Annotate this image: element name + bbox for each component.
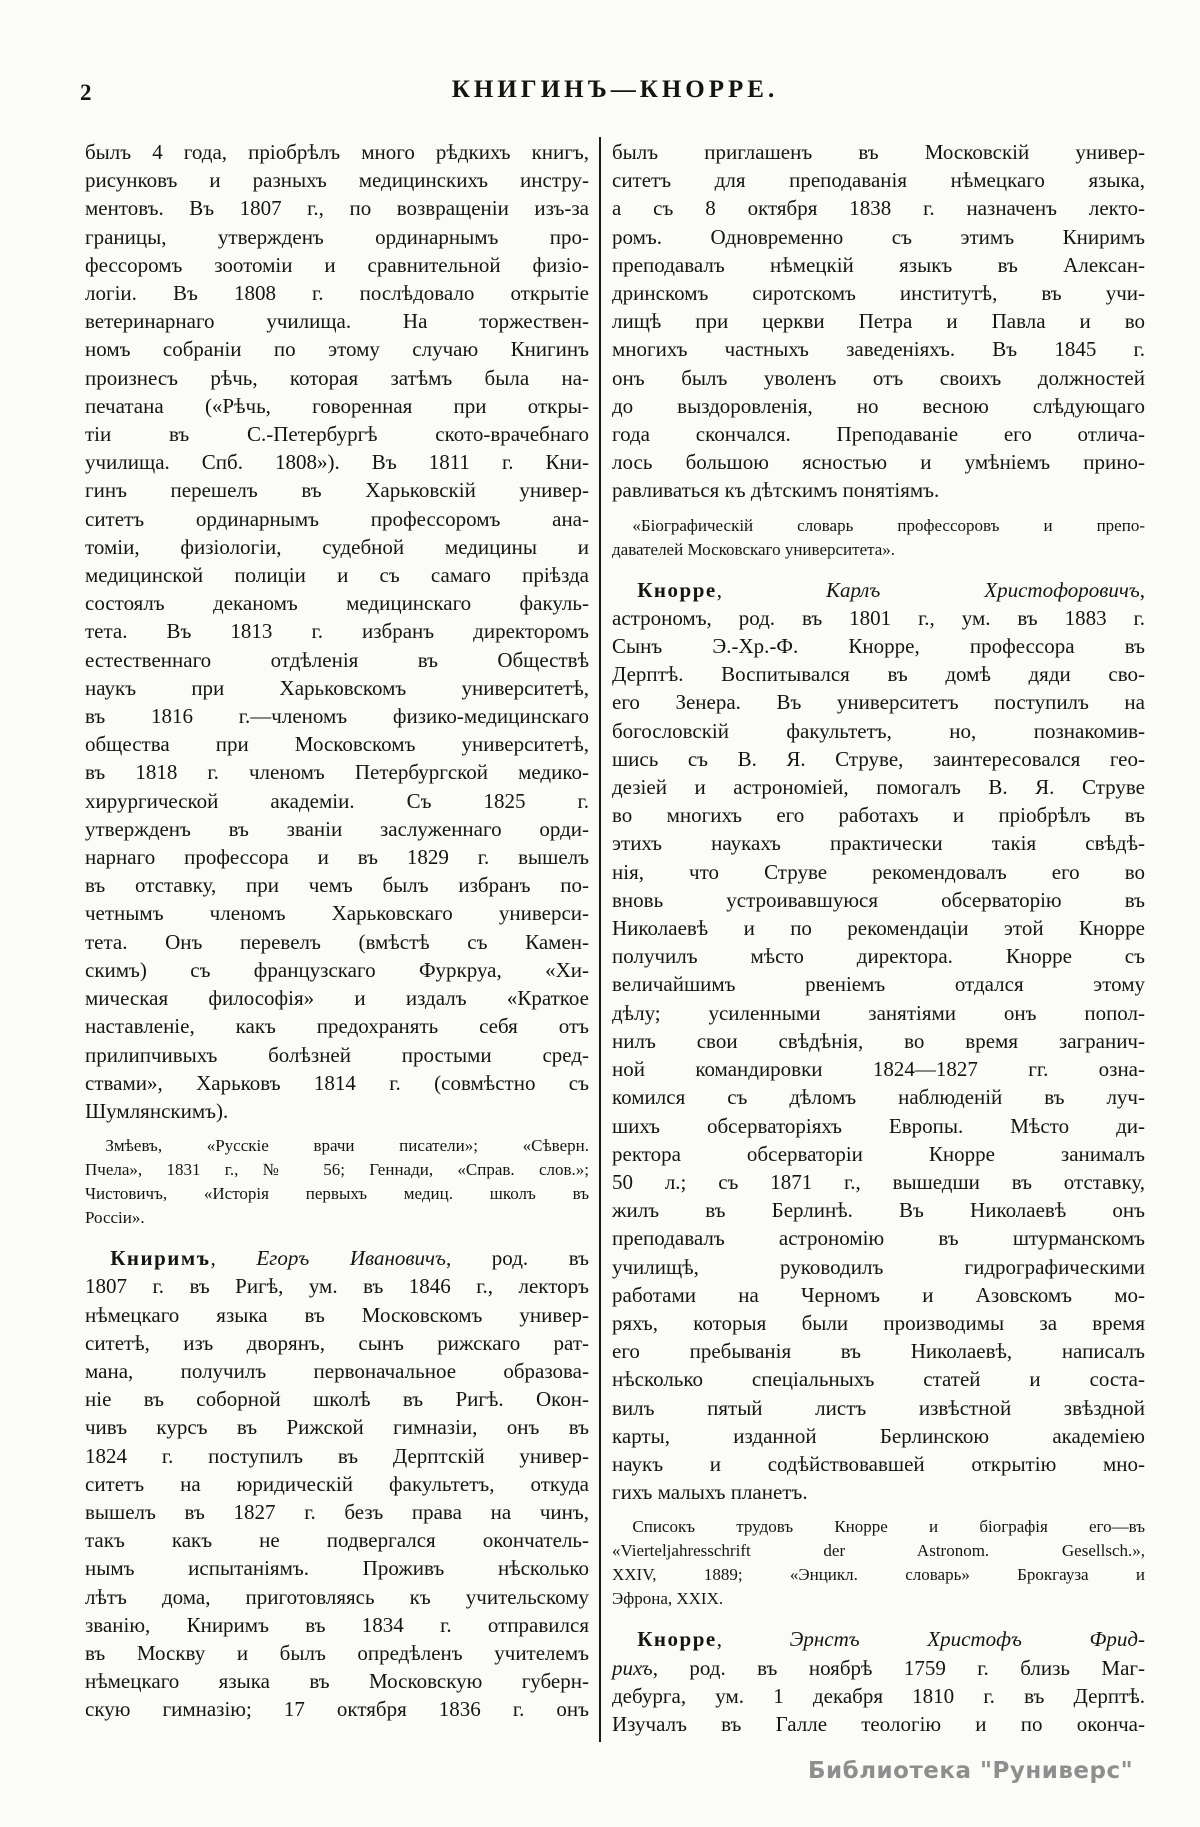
text-line: его пребыванія въ Николаевѣ, написалъ bbox=[612, 1339, 1145, 1364]
text-line: общества при Московскомъ университетѣ, bbox=[85, 732, 589, 757]
text-block-entry bbox=[612, 576, 1145, 1507]
text-line: былъ приглашенъ въ Московскій универ- bbox=[612, 140, 1145, 164]
text-line: лищѣ при церкви Петра и Павла и во bbox=[612, 309, 1145, 334]
text-line: границы, утвержденъ ординарнымъ про- bbox=[85, 224, 589, 249]
text-line: ной командировки 1824—1827 гг. озна- bbox=[612, 1057, 1145, 1082]
text-line: дринскомъ сиротскомъ институтѣ, въ учи- bbox=[612, 281, 1145, 306]
text-line bbox=[612, 1625, 1145, 1653]
text-line: произнесъ рѣчь, которая затѣмъ была на- bbox=[85, 365, 589, 390]
text-line: ментовъ. Въ 1807 г., по возвращеніи изъ-за bbox=[85, 196, 589, 221]
text-line: получилъ мѣсто директора. Кнорре съ bbox=[612, 944, 1145, 969]
text-line: Эфрона, XXIX. bbox=[612, 1589, 724, 1609]
text-line: нѣмецкаго языка въ Московскую губерн- bbox=[85, 1669, 589, 1694]
text-line: чивъ курсъ въ Рижской гимназіи, онъ въ bbox=[85, 1415, 589, 1440]
text-line: работами на Черномъ и Азовскомъ мо- bbox=[612, 1282, 1145, 1307]
entry-text: , bbox=[210, 1246, 257, 1271]
text-line: ніе въ соборной школѣ въ Ригѣ. Окон- bbox=[85, 1387, 589, 1412]
text-line: гихъ малыхъ планетъ. bbox=[612, 1480, 808, 1505]
entry-person-name: Егоръ Ивановичъ bbox=[256, 1246, 446, 1271]
text-line: Изучалъ въ Галле теологію и по оконча- bbox=[612, 1711, 1145, 1736]
text-line: нарнаго профессора и въ 1829 г. вышелъ bbox=[85, 845, 589, 870]
text-line: Змѣевъ, «Русскіе врачи писатели»; «Сѣверн. bbox=[105, 1136, 589, 1156]
text-line: вновь устроивавшуюся обсерваторію въ bbox=[612, 887, 1145, 912]
text-line: Сынъ Э.-Хр.-Ф. Кнорре, профессора въ bbox=[612, 634, 1145, 659]
text-line: шись съ В. Я. Струве, заинтересовался гео- bbox=[612, 746, 1145, 771]
text-line: дезіей и астрономіей, помогалъ В. Я. Струве bbox=[612, 775, 1145, 800]
text-line: былъ 4 года, пріобрѣлъ много рѣдкихъ книгъ, bbox=[85, 140, 589, 164]
text-line: скую гимназію; 17 октября 1836 г. онъ bbox=[85, 1697, 589, 1722]
text-line: его Зенера. Въ университетъ поступилъ на bbox=[612, 690, 1145, 715]
text-line: жилъ въ Берлинѣ. Въ Николаевѣ онъ bbox=[612, 1198, 1145, 1223]
text-line: Николаевѣ и по рекомендаціи этой Кнорре bbox=[612, 916, 1145, 941]
text-line: ситетъ ординарнымъ профессоромъ ана- bbox=[85, 506, 589, 531]
text-line: ствами», Харьковъ 1814 г. (совмѣстно съ bbox=[85, 1070, 589, 1095]
text-block-entry bbox=[85, 1244, 589, 1723]
column-divider-rule bbox=[599, 137, 601, 1742]
text-line: дѣлу; усиленными занятіями онъ попол- bbox=[612, 1000, 1145, 1025]
text-line: ситетѣ, изъ дворянъ, сынъ рижскаго рат- bbox=[85, 1330, 589, 1355]
text-line: училищѣ, руководилъ гидрографическими bbox=[612, 1254, 1145, 1279]
text-line: 1807 г. въ Ригѣ, ум. въ 1846 г., лекторъ bbox=[85, 1274, 589, 1299]
text-line: въ 1816 г.—членомъ физико-медицинскаго bbox=[85, 704, 589, 729]
entry-text: , род. въ bbox=[445, 1246, 589, 1271]
text-line: въ Москву и былъ опредѣленъ учителемъ bbox=[85, 1640, 589, 1665]
text-line bbox=[612, 576, 1145, 604]
text-line: ректора обсерваторіи Кнорре занималъ bbox=[612, 1141, 1145, 1166]
text-line: четнымъ членомъ Харьковскаго универси- bbox=[85, 901, 589, 926]
text-line: XXIV, 1889; «Энцикл. словарь» Брокгауза и bbox=[612, 1565, 1145, 1585]
text-line: дебурга, ум. 1 декабря 1810 г. въ Дерптѣ. bbox=[612, 1683, 1145, 1708]
text-line: томіи, физіологіи, судебной медицины и bbox=[85, 534, 589, 559]
text-line: нѣсколько спеціальныхъ статей и соста- bbox=[612, 1367, 1145, 1392]
text-line: естественнаго отдѣленія въ Обществѣ bbox=[85, 647, 589, 672]
text-block-entry bbox=[612, 1625, 1145, 1738]
left-column bbox=[85, 138, 589, 1724]
entry-text: , bbox=[716, 577, 827, 602]
text-line: «Vierteljahresschrift der Astronom. Gesellsch.», bbox=[612, 1541, 1145, 1561]
entry-headword: Кнорре bbox=[637, 577, 717, 602]
text-line: тіи въ С.-Петербургѣ ското-врачебнаго bbox=[85, 422, 589, 447]
text-line: 1824 г. поступилъ въ Дерптскій универ- bbox=[85, 1443, 589, 1468]
text-line: 50 л.; съ 1871 г., вышедши въ отставку, bbox=[612, 1169, 1145, 1194]
text-line: комился съ дѣломъ наблюденій въ луч- bbox=[612, 1085, 1145, 1110]
page-header: КНИГИНЪ—КНОРРЕ. bbox=[451, 76, 779, 103]
text-line: номъ собраніи по этому случаю Книгинъ bbox=[85, 337, 589, 362]
text-line: шихъ обсерваторіяхъ Европы. Мѣсто ди- bbox=[612, 1113, 1145, 1138]
text-line: училища. Спб. 1808»). Въ 1811 г. Кни- bbox=[85, 450, 589, 475]
text-block-biblio bbox=[612, 1515, 1145, 1611]
text-line: въ отставку, при чемъ былъ избранъ по- bbox=[85, 873, 589, 898]
text-line: давателей Московскаго университета». bbox=[612, 539, 896, 559]
text-line: наукъ и содѣйствовавшей открытію мно- bbox=[612, 1451, 1145, 1476]
text-line: во многихъ его работахъ и пріобрѣлъ въ bbox=[612, 803, 1145, 828]
entry-person-name: рихъ bbox=[612, 1655, 653, 1680]
text-line: Шумлянскимъ). bbox=[85, 1098, 229, 1123]
entry-person-name: Карлъ Христофоровичъ bbox=[826, 577, 1140, 602]
text-line: до выздоровленія, но весною слѣдующаго bbox=[612, 393, 1145, 418]
text-line: мическая философія» и издалъ «Краткое bbox=[85, 986, 589, 1011]
text-line: тета. Онъ перевелъ (вмѣстѣ съ Камен- bbox=[85, 929, 589, 954]
text-line: вышелъ въ 1827 г. безъ права на чинъ, bbox=[85, 1499, 589, 1524]
entry-headword: Кнорре bbox=[637, 1627, 717, 1652]
text-line: нымъ испытаніямъ. Проживъ нѣсколько bbox=[85, 1556, 589, 1581]
text-line: Списокъ трудовъ Кнорре и біографія его—въ bbox=[632, 1517, 1145, 1537]
text-line: ветеринарнаго училища. На торжествен- bbox=[85, 309, 589, 334]
text-line: этихъ наукахъ практически такія свѣдѣ- bbox=[612, 831, 1145, 856]
text-line: года скончался. Преподаваніе его отлича- bbox=[612, 422, 1145, 447]
text-line: медицинской полиціи и съ самаго пріѣзда bbox=[85, 563, 589, 588]
entry-text: , bbox=[1139, 577, 1146, 602]
text-line: равливаться къ дѣтскимъ понятіямъ. bbox=[612, 478, 940, 503]
text-block-biblio bbox=[612, 514, 1145, 562]
page-number: 2 bbox=[80, 80, 92, 105]
text-line: печатана («Рѣчь, говоренная при откры- bbox=[85, 393, 589, 418]
text-line: нѣмецкаго языка въ Московскомъ универ- bbox=[85, 1302, 589, 1327]
entry-person-name: Эрнстъ Христофъ Фрид- bbox=[789, 1627, 1145, 1652]
text-line: прилипчивыхъ болѣзней простыми сред- bbox=[85, 1042, 589, 1067]
right-column bbox=[612, 138, 1145, 1738]
text-line: преподавалъ астрономію въ штурманскомъ bbox=[612, 1226, 1145, 1251]
text-line: Чистовичъ, «Исторія первыхъ медиц. школъ въ bbox=[85, 1184, 589, 1204]
text-line: скимъ) съ французскаго Фуркруа, «Хи- bbox=[85, 957, 589, 982]
text-line: ситетъ на юридическій факультетъ, откуда bbox=[85, 1471, 589, 1496]
text-line: логіи. Въ 1808 г. послѣдовало открытіе bbox=[85, 281, 589, 306]
text-line: въ 1818 г. членомъ Петербургской медико- bbox=[85, 760, 589, 785]
text-line: ромъ. Одновременно съ этимъ Книримъ bbox=[612, 224, 1145, 249]
text-line: величайшимъ рвеніемъ отдался этому bbox=[612, 972, 1145, 997]
text-line: Пчела», 1831 г., № 56; Геннади, «Справ. слов.»; bbox=[85, 1160, 589, 1180]
entry-text: , род. въ ноябрѣ 1759 г. близь Маг- bbox=[652, 1655, 1145, 1680]
entry-headword: Книримъ bbox=[110, 1246, 211, 1271]
text-line: мана, получилъ первоначальное образова- bbox=[85, 1358, 589, 1383]
text-line: карты, изданной Берлинскою академіею bbox=[612, 1423, 1145, 1448]
text-line: лось большою ясностью и умѣніемъ прино- bbox=[612, 450, 1145, 475]
text-block-continuation bbox=[85, 138, 589, 1125]
text-block-continuation bbox=[612, 138, 1145, 505]
text-line: нія, что Струве рекомендовалъ его во bbox=[612, 859, 1145, 884]
text-line: званію, Книримъ въ 1834 г. отправился bbox=[85, 1612, 589, 1637]
text-line: такъ какъ не подвергался окончатель- bbox=[85, 1528, 589, 1553]
text-line: богословскій факультетъ, но, познакомив- bbox=[612, 718, 1145, 743]
text-line: вилъ пятый листъ извѣстной звѣздной bbox=[612, 1395, 1145, 1420]
text-line: наукъ при Харьковскомъ университетѣ, bbox=[85, 675, 589, 700]
text-line: Дерптѣ. Воспитывался въ домѣ дяди сво- bbox=[612, 662, 1145, 687]
text-line: гинъ перешелъ въ Харьковскій универ- bbox=[85, 478, 589, 503]
text-line: Россіи». bbox=[85, 1208, 145, 1228]
text-line: ряхъ, которыя были производимы за время bbox=[612, 1310, 1145, 1335]
text-line: утвержденъ въ званіи заслуженнаго орди- bbox=[85, 816, 589, 841]
text-line: преподавалъ нѣмецкій языкъ въ Алексан- bbox=[612, 252, 1145, 277]
text-line: состоялъ деканомъ медицинскаго факуль- bbox=[85, 591, 589, 616]
text-line: лѣтъ дома, приготовляясь къ учительскому bbox=[85, 1584, 589, 1609]
text-line: астрономъ, род. въ 1801 г., ум. въ 1883 г. bbox=[612, 605, 1145, 630]
text-line: а съ 8 октября 1838 г. назначенъ лекто- bbox=[612, 196, 1145, 221]
text-line: рисунковъ и разныхъ медицинскихъ инстру- bbox=[85, 168, 589, 193]
text-line: хирургической академіи. Съ 1825 г. bbox=[85, 788, 589, 813]
text-block-biblio bbox=[85, 1134, 589, 1230]
text-line: онъ былъ уволенъ отъ своихъ должностей bbox=[612, 365, 1145, 390]
text-line: многихъ частныхъ заведеніяхъ. Въ 1845 г. bbox=[612, 337, 1145, 362]
text-line: «Біографическій словарь профессоровъ и препо- bbox=[632, 515, 1145, 535]
text-line bbox=[85, 1244, 589, 1272]
entry-text: , bbox=[716, 1627, 790, 1652]
text-line: ситетъ для преподаванія нѣмецкаго языка, bbox=[612, 168, 1145, 193]
text-line: наставленіе, какъ предохранять себя отъ bbox=[85, 1014, 589, 1039]
text-line: тета. Въ 1813 г. избранъ директоромъ bbox=[85, 619, 589, 644]
text-line bbox=[612, 1654, 1145, 1682]
text-line: нилъ свои свѣдѣнія, во время загранич- bbox=[612, 1028, 1145, 1053]
text-line: фессоромъ зоотоміи и сравнительной физіо- bbox=[85, 252, 589, 277]
library-watermark: Библиотека "Руниверс" bbox=[808, 1758, 1134, 1784]
